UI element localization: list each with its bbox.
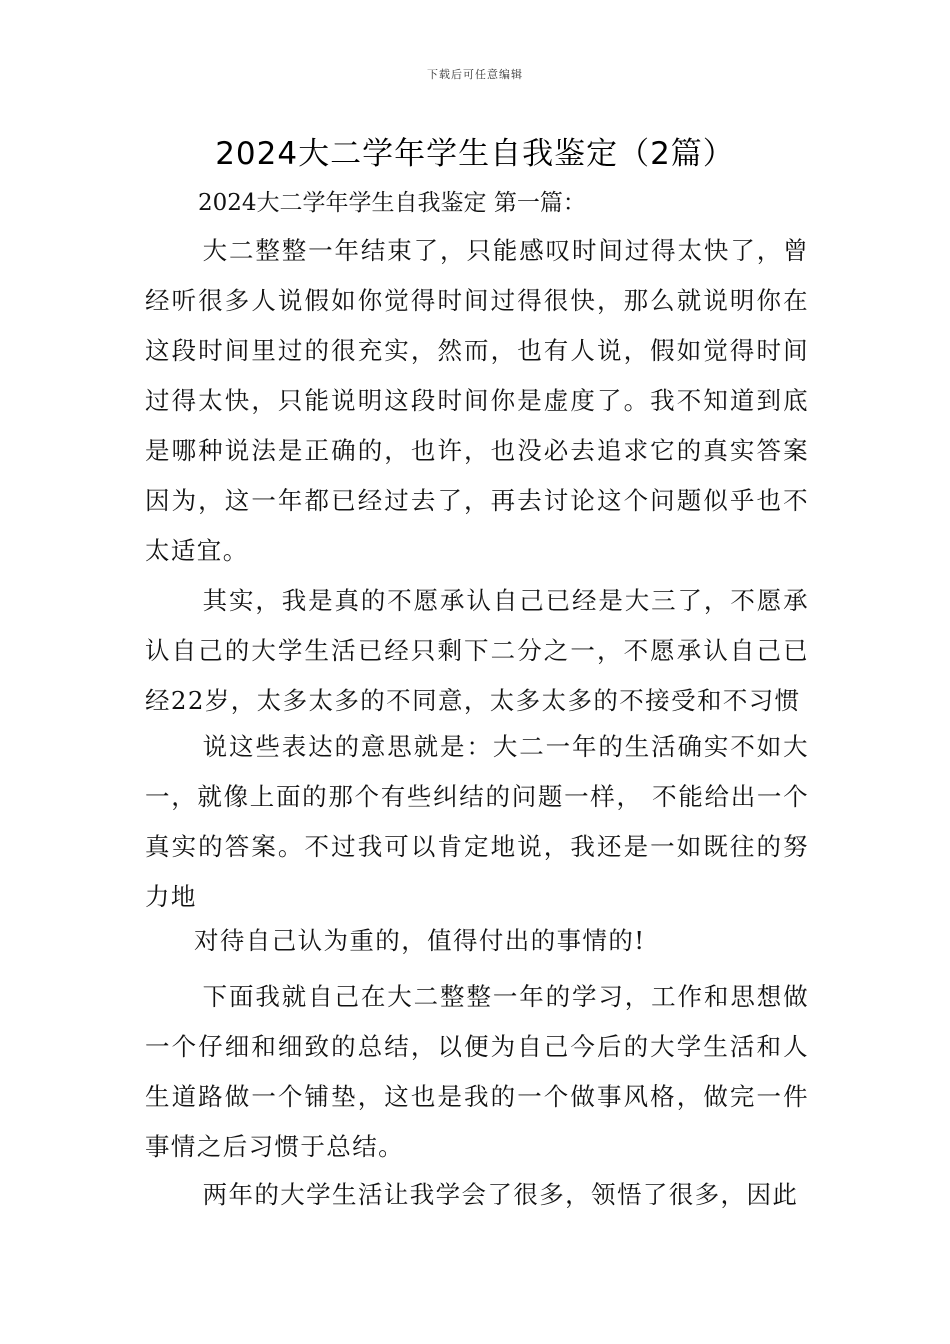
page-header-note: 下载后可任意编辑 (427, 68, 523, 81)
paragraph-1: 大二整整一年结束了，只能感叹时间过得太快了，曾经听很多人说假如你觉得时间过得很快，那么就说明你在这段时间里过的很充实，然而，也有人说，假如觉得时间过得太快，只能说明这段时间你是虚度了。我不知道到底是哪种说法是正确的，也许，也没必去追求它的真实答案因为，这一年都已经过去了，再去讨论这个问题似乎也不太适宜。 (145, 236, 809, 565)
paragraph-5: 下面我就自己在大二整整一年的学习，工作和思想做一个仔细和细致的总结，以便为自己今后的大学生活和人生道路做一个铺垫，这也是我的一个做事风格，做完一件事情之后习惯于总结。 (145, 982, 809, 1161)
paragraph-3: 说这些表达的意思就是：大二一年的生活确实不如大一，就像上面的那个有些纠结的问题一样， 不能给出一个真实的答案。不过我可以肯定地说，我还是一如既往的努力地 (145, 732, 809, 911)
document-body (145, 0, 809, 1344)
paragraph-2: 其实，我是真的不愿承认自己已经是大三了，不愿承认自己的大学生活已经只剩下二分之一，不愿承认自己已经22岁，太多太多的不同意，太多太多的不接受和不习惯 (145, 586, 809, 715)
paragraph-6: 两年的大学生活让我学会了很多，领悟了很多，因此 (202, 1180, 799, 1209)
paragraph-4: 对待自己认为重的，值得付出的事情的! (194, 926, 646, 955)
document-subtitle: 2024大二学年学生自我鉴定 第一篇： (198, 190, 586, 216)
document-title: 2024大二学年学生自我鉴定（2篇） (215, 136, 735, 172)
